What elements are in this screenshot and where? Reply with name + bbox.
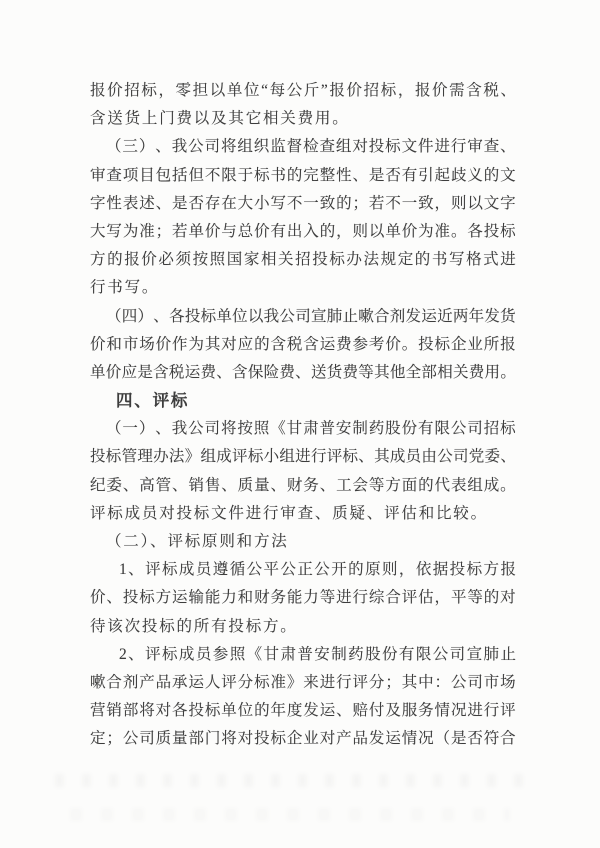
section-heading-evaluation: 四、评标 xyxy=(116,391,190,411)
text-line: 报 价 招 标 ， 零 担 以 单 位 “ 每 公 斤 ” 报 价 招 标 ， 报 价 需 含 税 、 xyxy=(90,82,516,99)
text-line: 嗽 合 剂 产 品 承 运 人 评 分 标 准 》 来 进 行 评 分 ； 其 中 ： 公 司 市 场 xyxy=(90,673,516,691)
text-line: 含送货上门费以及其它相关费用。 xyxy=(90,110,350,128)
text-line: 价 和 市 场 价 作 为 其 对 应 的 含 税 含 运 费 参 考 价 。 投 标 企 业 所 报 xyxy=(90,335,516,353)
text-line: 评标成员对投标文件进行审查、质疑、评估和比较。 xyxy=(90,504,488,522)
text-line: 投 标 管 理 办 法 》 组 成 评 标 小 组 进 行 评 标 、 其 成 员 由 公 司 党 委 、 xyxy=(90,448,516,466)
text-line: （二）、评标原则和方法 xyxy=(106,533,289,550)
document-body xyxy=(90,77,516,754)
text-line: 定 ； 公 司 质 量 部 门 将 对 投 标 企 业 对 产 品 发 运 情 况 （ 是 否 符 合 xyxy=(90,730,516,748)
text-line: 字 性 表 述 、 是 否 存 在 大 小 写 不 一 致 的 ； 若 不 一 致 ， 则 以 文 字 xyxy=(90,194,516,212)
text-line: 纪 委 、 高 管 、 销 售 、 质 量 、 财 务 、 工 会 等 方 面 的 代 表 组 成 。 xyxy=(90,476,516,494)
text-line: 待该次投标的所有投标方。 xyxy=(90,617,298,635)
text-line: 审 查 项 目 包 括 但 不 限 于 标 书 的 完 整 性 、 是 否 有 引 起 歧 义 的 文 xyxy=(90,166,516,184)
text-line: 单 价 应 是 含 税 运 费 、 含 保 险 费 、 送 货 费 等 其 他 全 部 相 关 费 用 。 xyxy=(90,363,516,381)
text-line: （ 四 ） 、 各 投 标 单 位 以 我 公 司 宣 肺 止 嗽 合 剂 发 运 近 两 年 发 货 xyxy=(106,307,516,325)
text-line: 大 写 为 准 ； 若 单 价 与 总 价 有 出 入 的 ， 则 以 单 价 为 准 。 各 投 标 xyxy=(90,222,516,240)
text-line: （ 一 ） 、 我 公 司 将 按 照 《 甘 肃 普 安 制 药 股 份 有 限 公 司 招 标 xyxy=(106,420,516,438)
text-line: 2 、 评 标 成 员 参 照 《 甘 肃 普 安 制 药 股 份 有 限 公 司 宣 肺 止 xyxy=(119,645,516,663)
bleedthrough-noise xyxy=(55,774,525,787)
bleedthrough-noise xyxy=(70,808,510,821)
text-line: 价 、 投 标 方 运 输 能 力 和 财 务 能 力 等 进 行 综 合 评 估 ， 平 等 的 对 xyxy=(90,589,516,607)
text-line: 行书写。 xyxy=(90,279,160,297)
text-line: 1 、 评 标 成 员 遵 循 公 平 公 正 公 开 的 原 则 ， 依 据 投 标 方 报 xyxy=(119,561,516,579)
text-line: 方 的 报 价 必 须 按 照 国 家 相 关 招 投 标 办 法 规 定 的 书 写 格 式 进 xyxy=(90,251,516,269)
text-line: 营 销 部 将 对 各 投 标 单 位 的 年 度 发 运 、 赔 付 及 服 务 情 况 进 行 评 xyxy=(90,702,516,720)
text-line: （ 三 ） 、 我 公 司 将 组 织 监 督 检 查 组 对 投 标 文 件 进 行 审 查 、 xyxy=(106,138,516,156)
